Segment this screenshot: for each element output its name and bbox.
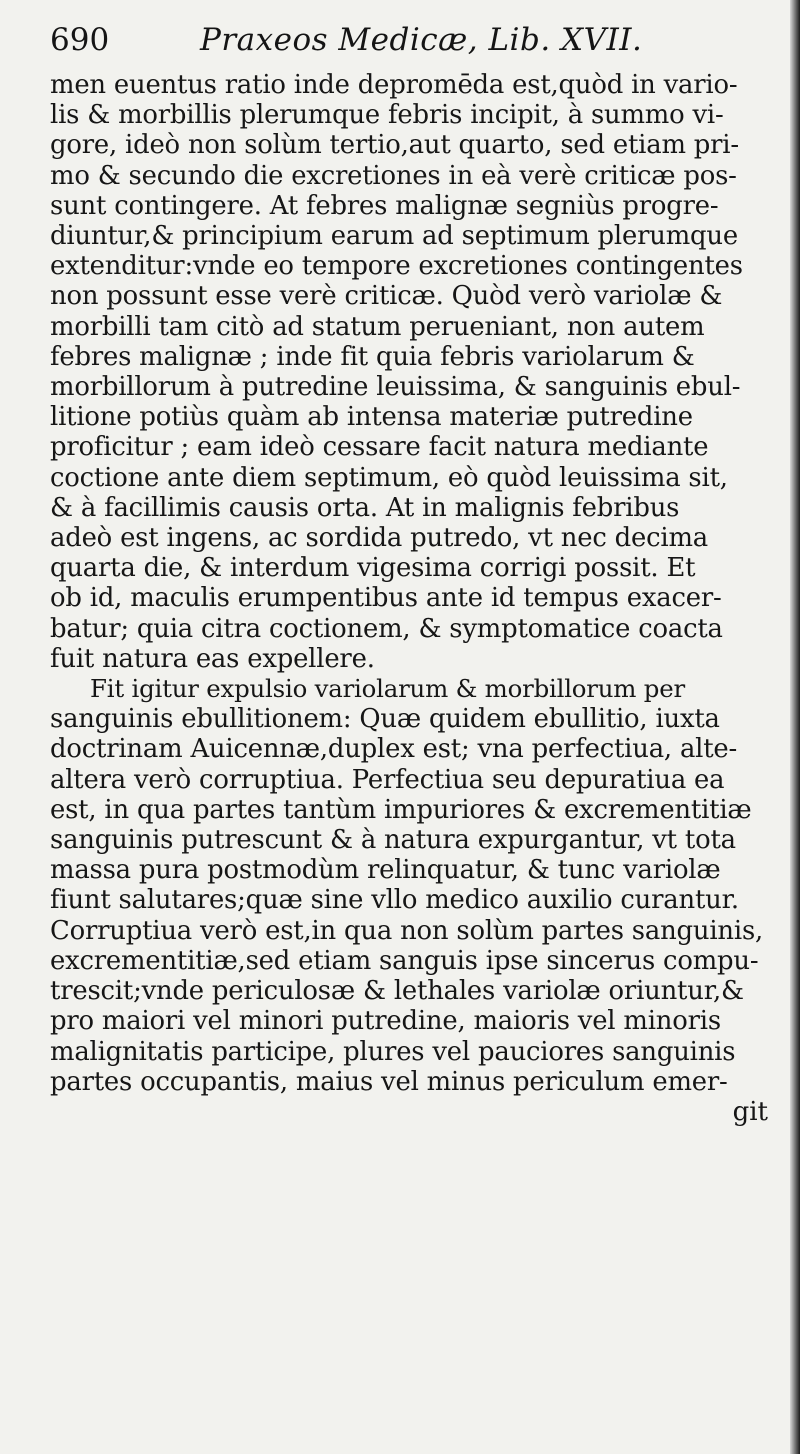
catchword: git: [732, 1096, 768, 1127]
text-line: fuit natura eas expellere.: [50, 643, 375, 674]
text-line: ob id, maculis erumpentibus ante id tempus exacer-: [50, 583, 722, 614]
text-line: litione potiùs quàm ab intensa materiæ putredine: [50, 402, 693, 433]
text-line: febres malignæ ; inde fit quia febris variolarum &: [50, 341, 695, 372]
text-line: excrementitiæ,sed etiam sanguis ipse sincerus compu-: [50, 945, 759, 976]
text-line: & à facillimis causis orta. At in malignis febribus: [50, 492, 680, 523]
page-number: 690: [50, 22, 110, 58]
text-line: mo & secundo die excretiones in eà verè criticæ pos-: [50, 160, 737, 191]
text-line: massa pura postmodùm relinquatur, & tunc variolæ: [50, 855, 721, 886]
text-line: quarta die, & interdum vigesima corrigi possit. Et: [50, 553, 696, 584]
text-line: malignitatis participe, plures vel pauciores sanguinis: [50, 1036, 736, 1067]
text-line: sanguinis putrescunt & à natura expurgantur, vt tota: [50, 825, 736, 856]
text-line: morbillorum à putredine leuissima, & sanguinis ebul-: [50, 372, 741, 403]
text-line: Fit igitur expulsio variolarum & morbillorum per: [90, 674, 685, 704]
text-line: men euentus ratio inde depromēda est,quòd in vario-: [50, 70, 738, 100]
text-line: sanguinis ebullitionem: Quæ quidem ebullitio, iuxta: [50, 704, 720, 735]
paragraph: [50, 674, 772, 1097]
text-line: est, in qua partes tantùm impuriores & excrementitiæ: [50, 794, 752, 825]
text-line: pro maiori vel minori putredine, maioris vel minoris: [50, 1006, 721, 1037]
text-line: batur; quia citra coctionem, & symptomatice coacta: [50, 613, 723, 644]
text-line: trescit;vnde periculosæ & lethales variolæ oriuntur,&: [50, 976, 744, 1007]
text-line: sunt contingere. At febres malignæ segniùs progre-: [50, 190, 719, 221]
page-header: [50, 22, 772, 70]
paragraph: [50, 70, 772, 674]
text-line: morbilli tam citò ad statum perueniant, non autem: [50, 311, 705, 342]
text-line: adeò est ingens, ac sordida putredo, vt nec decima: [50, 523, 708, 554]
text-line: non possunt esse verè criticæ. Quòd verò variolæ &: [50, 281, 723, 312]
text-line: coctione ante diem septimum, eò quòd leuissima sit,: [50, 462, 728, 493]
body-text: [50, 70, 772, 1097]
running-title: Praxeos Medicæ, Lib. XVII.: [200, 22, 643, 58]
text-line: extenditur:vnde eo tempore excretiones contingentes: [50, 251, 743, 282]
text-line: doctrinam Auicennæ,duplex est; vna perfectiua, alte-: [50, 734, 738, 765]
page-edge-shadow: [790, 0, 800, 1454]
text-line: lis & morbillis plerumque febris incipit, à summo vi-: [50, 100, 724, 131]
text-line: fiunt salutares;quæ sine vllo medico auxilio curantur.: [50, 885, 739, 916]
text-line: altera verò corruptiua. Perfectiua seu depuratiua ea: [50, 764, 725, 795]
text-line: partes occupantis, maius vel minus periculum emer-: [50, 1066, 728, 1097]
text-line: proficitur ; eam ideò cessare facit natura mediante: [50, 432, 709, 463]
text-line: diuntur,& principium earum ad septimum plerumque: [50, 221, 738, 252]
text-line: gore, ideò non solùm tertio,aut quarto, sed etiam pri-: [50, 130, 739, 161]
text-line: Corruptiua verò est,in qua non solùm partes sanguinis,: [50, 915, 764, 946]
